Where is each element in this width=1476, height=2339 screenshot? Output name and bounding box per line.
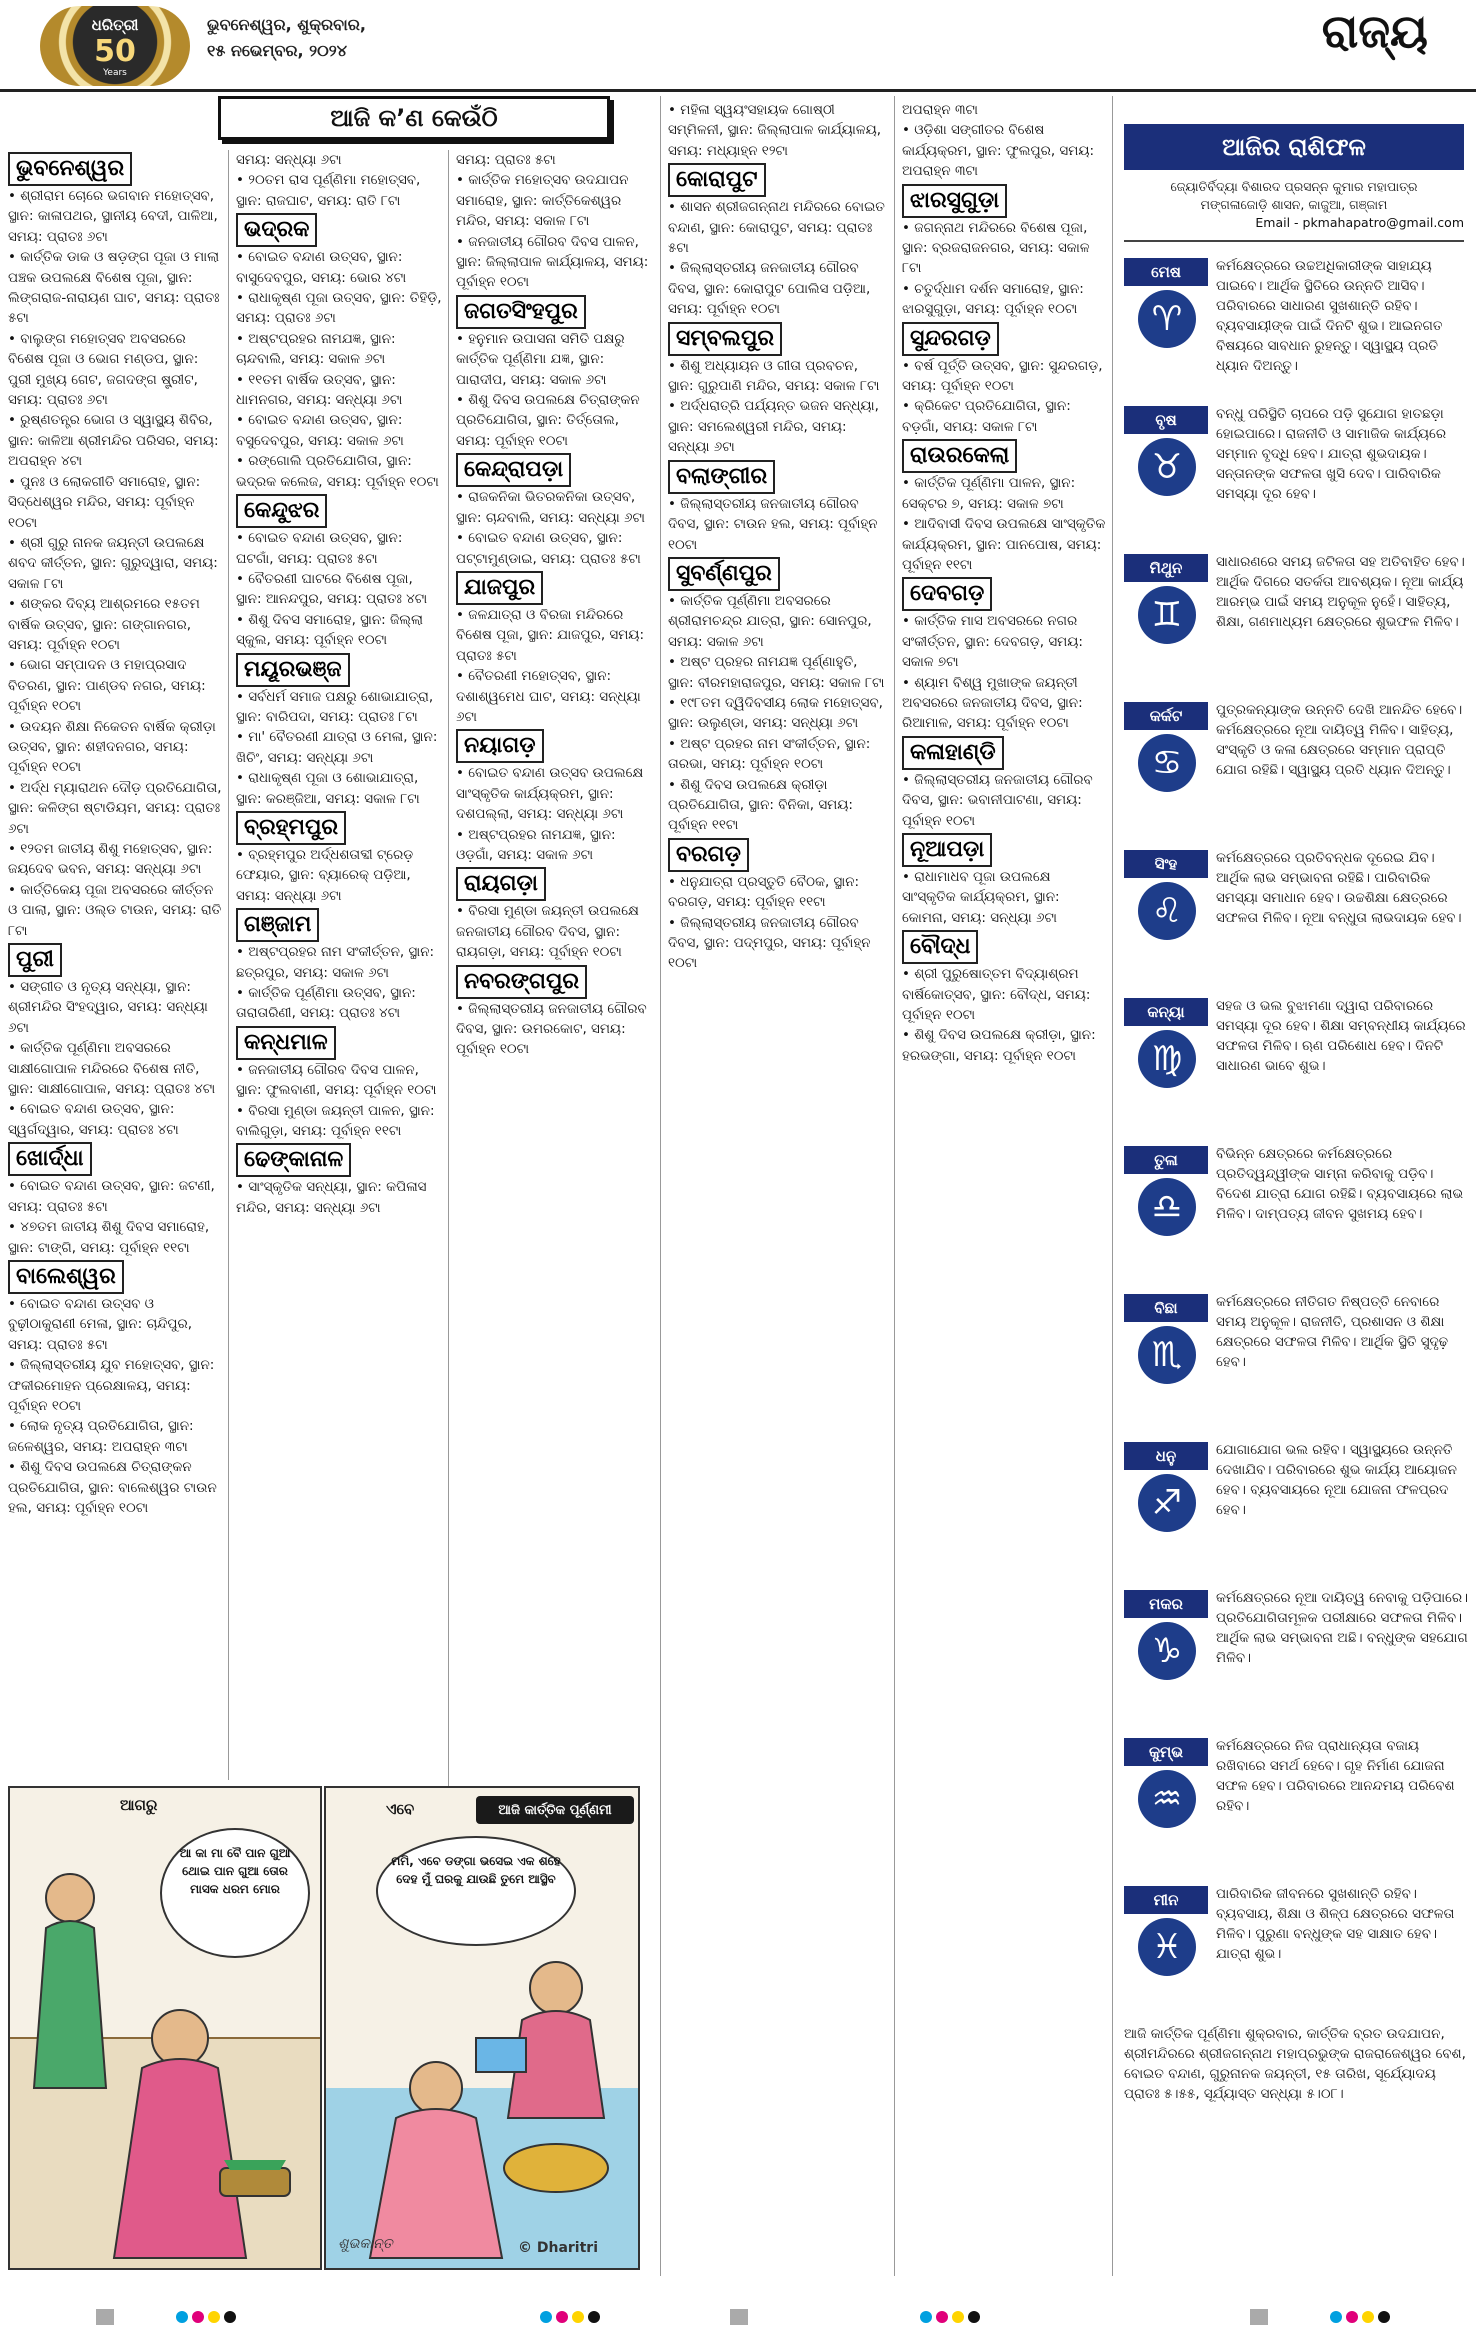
event-listing: • ରଙ୍ଗୋଲି ପ୍ରତିଯୋଗିତା, ସ୍ଥାନ: ଭଦ୍ରକ କଲେଜ, ସମୟ: ପୂର୍ବାହ୍ନ ୧୦ଟା (236, 453, 439, 490)
horoscope-sign (1124, 844, 1470, 988)
zodiac-icon: ♎ (1138, 1178, 1196, 1236)
horoscope-sign (1124, 1288, 1470, 1432)
event-listing: • ଆଦିବାସୀ ଦିବସ ଉପଲକ୍ଷେ ସାଂସ୍କୃତିକ କାର୍ଯ୍ୟକ୍ରମ, ସ୍ଥାନ: ପାନପୋଷ, ସମୟ: ପୂର୍ବାହ୍ନ ୧୧ଟା (902, 516, 1106, 573)
color-registration-dot (556, 2311, 568, 2323)
speech-bubble: ମମି, ଏବେ ଡଙ୍ଗା ଭସେଇ ଏକ ଶହେ ଦେହ ମୁଁ ଘରକୁ ଯାଉଛି ତୁମେ ଆସ୍ଥିବ (376, 1836, 576, 1946)
horoscope-credit (1118, 178, 1470, 232)
event-listing: • ହନୁମାନ ଉପାସନା ସମିତି ପକ୍ଷରୁ କାର୍ତ୍ତିକ ପୂର୍ଣ୍ଣିମା ଯଜ୍ଞ, ସ୍ଥାନ: ପାରାଦୀପ, ସମୟ: ସକାଳ ୬ଟା (456, 330, 625, 388)
event-listing: • ଶିଶୁ ଦିବସ ସମାରୋହ, ସ୍ଥାନ: ଜିଲ୍ଲା ସ୍କୁଲ, ସମୟ: ପୂର୍ବାହ୍ନ ୧୦ଟା (236, 611, 424, 649)
zodiac-icon: ♊ (1138, 586, 1196, 644)
sign-name: ମିଥୁନ (1124, 554, 1208, 582)
copyright-mark: © Dharitri (517, 2240, 598, 2256)
district-heading: ପୁରୀ (8, 943, 62, 977)
horoscope-sign (1124, 1732, 1470, 1876)
event-listing: • ବୋଇତ ବନ୍ଦାଣ ଉତ୍ସବ, ସ୍ଥାନ: ବସୁଦେବପୁର, ସମୟ: ସକାଳ ୬ଟା (236, 412, 404, 449)
horoscope-sign (1124, 696, 1470, 840)
event-listing: • ଧନୁଯାତ୍ରା ପ୍ରସ୍ତୁତି ବୈଠକ, ସ୍ଥାନ: ବରଗଡ଼, ସମୟ: ପୂର୍ବାହ୍ନ ୧୧ଟା (668, 873, 860, 911)
sign-prediction: କର୍ମକ୍ଷେତ୍ରରେ ନିଜ ପ୍ରାଧାନ୍ୟତା ବଜାୟ ରଖିବାରେ ସମର୍ଥ ହେବେ। ଗୃହ ନିର୍ମାଣ ଯୋଜନା ସଫଳ ହେବ। ପରିବାରରେ ଆନନ୍ଦମୟ ପରିବେଶ ରହିବ। (1216, 1738, 1455, 1814)
color-registration-dot (176, 2311, 188, 2323)
event-listing: • ଶିଶୁ ଦିବସ ଉପଲକ୍ଷେ ଚିତ୍ରାଙ୍କନ ପ୍ରତିଯୋଗିତା, ସ୍ଥାନ: ବାଲେଶ୍ୱର ଟାଉନ ହଲ, ସମୟ: ପୂର୍ବାହ୍ନ ୧୦ଟା (8, 1459, 217, 1516)
listings-column-2 (236, 150, 442, 1780)
event-listing: • ୧୧ତମ ବାର୍ଷିକ ଉତ୍ସବ, ସ୍ଥାନ: ଧାମନଗର, ସମୟ: ସନ୍ଧ୍ୟା ୬ଟା (236, 371, 403, 409)
event-listing: • କାର୍ତ୍ତିକେୟ ପୂଜା ଅବସରରେ କୀର୍ତ୍ତନ ଓ ପାଲା, ସ୍ଥାନ: ଓଲ୍ଡ ଟାଉନ, ସମୟ: ରାତି ୮ଟା (8, 881, 222, 939)
logo-number: 50 (94, 34, 136, 69)
sign-name: କୁମ୍ଭ (1124, 1738, 1208, 1766)
district-heading: ବରଗଡ଼ (668, 838, 749, 872)
color-registration-dot (952, 2311, 964, 2323)
cartoonist-signature: ଶୁଭକାନ୍ତ (338, 2236, 393, 2252)
district-heading: କେନ୍ଦ୍ରାପଡ଼ା (456, 453, 571, 487)
event-listing: • ବର୍ଷ ପୂର୍ତ୍ତି ଉତ୍ସବ, ସ୍ଥାନ: ସୁନ୍ଦରଗଡ଼, ସମୟ: ପୂର୍ବାହ୍ନ ୧୦ଟା (902, 357, 1103, 395)
event-listing: • ଅଷ୍ଟପ୍ରହର ନାମଯଜ୍ଞ, ସ୍ଥାନ: ଚାନ୍ଦବାଲି, ସମୟ: ସକାଳ ୬ଟା (236, 330, 396, 368)
district-heading: ସୁବର୍ଣ୍ଣପୁର (668, 557, 780, 591)
sign-prediction: କର୍ମକ୍ଷେତ୍ରରେ ନୂଆ ଦାୟିତ୍ୱ ନେବାକୁ ପଡ଼ିପାରେ। ପ୍ରତିଯୋଗିତାମୂଳକ ପରୀକ୍ଷାରେ ସଫଳତା ମିଳିବ। ଆର୍ଥିକ ଲାଭ ସମ୍ଭାବନା ଅଛି। ବନ୍ଧୁଙ୍କ ସହଯୋଗ ମିଳିବ। (1216, 1590, 1469, 1666)
event-listing: • ଶିଶୁ ଅଧ୍ୟାୟନ ଓ ଗୀତା ପ୍ରବଚନ, ସ୍ଥାନ: ଗୁରୁପାଣି ମନ୍ଦିର, ସମୟ: ସକାଳ ୮ଟା (668, 357, 880, 395)
astrologer-email: Email - pkmahapatro@gmail.com (1255, 215, 1464, 230)
district-heading: ଢେଙ୍କାନାଳ (236, 1143, 351, 1177)
cartoon-panel-before (8, 1786, 322, 2270)
district-heading: ବାଲେଶ୍ୱର (8, 1260, 124, 1294)
horoscope-sign (1124, 992, 1470, 1136)
event-listing: • ବୋଇତ ବନ୍ଦାଣ ଉତ୍ସବ ଉପଲକ୍ଷେ ସାଂସ୍କୃତିକ କାର୍ଯ୍ୟକ୍ରମ, ସ୍ଥାନ: ଦଶପଲ୍ଲା, ସମୟ: ସନ୍ଧ୍ୟା ୬ଟା (456, 765, 644, 823)
district-heading: ସମ୍ବଲପୁର (668, 322, 782, 356)
zodiac-icon: ♈ (1138, 290, 1196, 348)
event-listing: • ଶିଶୁ ଦିବସ ଉପଲକ୍ଷେ ଚିତ୍ରାଙ୍କନ ପ୍ରତିଯୋଗିତା, ସ୍ଥାନ: ତିର୍ତ୍ତୋଲ, ସମୟ: ପୂର୍ବାହ୍ନ ୧୦ଟା (456, 392, 640, 449)
listings-column-5 (902, 100, 1108, 2280)
registration-block (96, 2309, 114, 2325)
event-listing: • ରୁଷ୍ଣତନ୍ତ୍ର ଭୋଗ ଓ ସ୍ୱାସ୍ଥ୍ୟ ଶିବିର, ସ୍ଥାନ: କାଳିଆ ଶ୍ରୀମନ୍ଦିର ପରିସର, ସମୟ: ଅପରାହ୍ନ ୪ଟା (8, 412, 219, 470)
event-listing: • ଶ୍ୟାମ ବିଶ୍ୱ ମୁଖାଙ୍କ ଜୟନ୍ତୀ ଅବସରରେ ଜନଜାତୀୟ ଦିବସ, ସ୍ଥାନ: ରିଆମାଳ, ସମୟ: ପୂର୍ବାହ୍ନ ୧୦ଟା (902, 674, 1083, 732)
cartoon-tag: ଆଜି କାର୍ତ୍ତିକ ପୂର୍ଣ୍ଣମୀ (476, 1796, 634, 1824)
sign-prediction: ସହଜ ଓ ଭଲ ବୁଝାମଣା ଦ୍ୱାରା ପରିବାରରେ ସମସ୍ୟା ଦୂର ହେବ। ଶିକ୍ଷା ସମ୍ବନ୍ଧୀୟ କାର୍ଯ୍ୟରେ ସଫଳତା ମିଳିବ। ଋଣ ପରିଶୋଧ ହେବ। ଦିନଟି ସାଧାରଣ ଭାବେ ଶୁଭ। (1216, 998, 1466, 1074)
event-listing: • ରାଧାମାଧବ ପୂଜା ଉପଲକ୍ଷେ ସାଂସ୍କୃତିକ କାର୍ଯ୍ୟକ୍ରମ, ସ୍ଥାନ: କୋମନା, ସମୟ: ସନ୍ଧ୍ୟା ୬ଟା (902, 868, 1060, 926)
color-registration-dot (192, 2311, 204, 2323)
sign-prediction: କର୍ମକ୍ଷେତ୍ରରେ ଉଚ୍ଚଅଧିକାରୀଙ୍କ ସାହାଯ୍ୟ ପାଇବେ। ଆର୍ଥିକ ସ୍ଥିତିରେ ଉନ୍ନତି ଆସିବ। ପରିବାରରେ ସାଧାରଣ ସୁଖଶାନ୍ତି ରହିବ। ବ୍ୟବସାୟୀଙ୍କ ପାଇଁ ଦିନଟି ଶୁଭ। ଆଇନଗତ ବିଷୟରେ ସାବଧାନ ରୁହନ୍ତୁ। ସ୍ୱାସ୍ଥ୍ୟ ପ୍ରତି ଧ୍ୟାନ ଦିଅନ୍ତୁ। (1216, 258, 1443, 374)
event-listing: • ବୈତରଣୀ ଘାଟରେ ବିଶେଷ ପୂଜା, ସ୍ଥାନ: ଆନନ୍ଦପୁର, ସମୟ: ପ୍ରାତଃ ୪ଟା (236, 570, 428, 608)
horoscope-sign (1124, 1584, 1470, 1728)
event-listing: • କାର୍ତ୍ତିକ ପୂର୍ଣ୍ଣିମା ଉତ୍ସବ, ସ୍ଥାନ: ତାରାତାରିଣୀ, ସମୟ: ପ୍ରାତଃ ୪ଟା (236, 985, 416, 1022)
listings-column-4 (668, 100, 886, 2280)
zodiac-icon: ♒ (1138, 1770, 1196, 1828)
horoscope-divider (1124, 240, 1464, 242)
zodiac-icon: ♓ (1138, 1918, 1196, 1976)
event-listing: • ସର୍ବଧର୍ମ ସମାଜ ପକ୍ଷରୁ ଶୋଭାଯାତ୍ରା, ସ୍ଥାନ: ବାରିପଦା, ସମୟ: ପ୍ରାତଃ ୮ଟା (236, 688, 434, 725)
zodiac-icon: ♏ (1138, 1326, 1196, 1384)
event-listing: • ଅଷ୍ଟ ପ୍ରହର ନାମ ସଂକୀର୍ତ୍ତନ, ସ୍ଥାନ: ତାରଭା, ସମୟ: ପୂର୍ବାହ୍ନ ୧୦ଟା (668, 735, 871, 773)
horoscope-sign (1124, 252, 1470, 396)
sign-prediction: ପୁତ୍ରକନ୍ୟାଙ୍କ ଉନ୍ନତି ଦେଖି ଆନନ୍ଦିତ ହେବେ। କର୍ମକ୍ଷେତ୍ରରେ ନୂଆ ଦାୟିତ୍ୱ ମିଳିବ। ସାହିତ୍ୟ, ସଂସ୍କୃତି ଓ କଳା କ୍ଷେତ୍ରରେ ସମ୍ମାନ ପ୍ରାପ୍ତି ଯୋଗ ରହିଛି। ସ୍ୱାସ୍ଥ୍ୟ ପ୍ରତି ଧ୍ୟାନ ଦିଅନ୍ତୁ। (1216, 702, 1463, 778)
cartoon-illustration-before (10, 1788, 322, 2270)
event-listing: • ଜଳଯାତ୍ରା ଓ ବିରଜା ମନ୍ଦିରରେ ବିଶେଷ ପୂଜା, ସ୍ଥାନ: ଯାଜପୁର, ସମୟ: ପ୍ରାତଃ ୫ଟା (456, 606, 644, 664)
event-listing: • ବୋଇତ ବନ୍ଦାଣ ଉତ୍ସବ, ସ୍ଥାନ: ଜଟଣୀ, ସମୟ: ପ୍ରାତଃ ୫ଟା (8, 1178, 215, 1215)
sign-prediction: ସାଧାରଣରେ ସମୟ ଜଟିଳତା ସହ ଅତିବାହିତ ହେବ। ଆର୍ଥିକ ଦିଗରେ ସତର୍କତା ଆବଶ୍ୟକ। ନୂଆ କାର୍ଯ୍ୟ ଆରମ୍ଭ ପାଇଁ ସମୟ ଅନୁକୂଳ ନୁହେଁ। ସାହିତ୍ୟ, ଶିକ୍ଷା, ଗଣମାଧ୍ୟମ କ୍ଷେତ୍ରରେ ଶୁଭଫଳ ମିଳିବ। (1216, 554, 1465, 630)
newspaper-logo (40, 6, 190, 86)
sign-name: ତୁଳା (1124, 1146, 1208, 1174)
event-listing: • ଭୋଗ ସମ୍ପାଦନ ଓ ମହାପ୍ରସାଦ ବିତରଣ, ସ୍ଥାନ: ପାଣ୍ଡବ ନଗର, ସମୟ: ପୂର୍ବାହ୍ନ ୧୦ଟା (8, 657, 206, 715)
sign-name: ବୃଷ (1124, 406, 1208, 434)
registration-block (1250, 2309, 1268, 2325)
sign-prediction: ଯୋଗାଯୋଗ ଭଲ ରହିବ। ସ୍ୱାସ୍ଥ୍ୟରେ ଉନ୍ନତି ଦେଖାଯିବ। ପରିବାରରେ ଶୁଭ କାର୍ଯ୍ୟ ଆୟୋଜନ ହେବ। ବ୍ୟବସାୟରେ ନୂଆ ଯୋଜନା ଫଳପ୍ରଦ ହେବ। (1216, 1442, 1457, 1518)
event-listing: • ସାଂସ୍କୃତିକ ସନ୍ଧ୍ୟା, ସ୍ଥାନ: କପିଳାସ ମନ୍ଦିର, ସମୟ: ସନ୍ଧ୍ୟା ୬ଟା (236, 1179, 427, 1216)
event-listing: • ପୁନଃ ଓ ଲୋକଗୀତି ସମାରୋହ, ସ୍ଥାନ: ସିଦ୍ଧେଶ୍ୱର ମନ୍ଦିର, ସମୟ: ପୂର୍ବାହ୍ନ ୧୦ଟା (8, 473, 201, 531)
color-registration-dot (936, 2311, 948, 2323)
district-heading: କୋରାପୁଟ (668, 163, 766, 197)
event-listing: • ଜିଲ୍ଲାସ୍ତରୀୟ ଯୁବ ମହୋତ୍ସବ, ସ୍ଥାନ: ଫକୀରମୋହନ ପ୍ରେକ୍ଷାଳୟ, ସମୟ: ପୂର୍ବାହ୍ନ ୧୦ଟା (8, 1357, 215, 1414)
cartoon-illustration-now (326, 1788, 640, 2270)
registration-block (730, 2309, 748, 2325)
event-listing: • ମହିଳା ସ୍ୱୟଂସହାୟକ ଗୋଷ୍ଠୀ ସମ୍ମିଳନୀ, ସ୍ଥାନ: ଜିଲ୍ଲାପାଳ କାର୍ଯ୍ୟାଳୟ, ସମୟ: ମଧ୍ୟାହ୍ନ ୧୨ଟା (668, 102, 882, 159)
district-heading: ମୟୂରଭଞ୍ଜ (236, 653, 350, 687)
event-listing: • ଜିଲ୍ଲାସ୍ତରୀୟ ଜନଜାତୀୟ ଗୌରବ ଦିବସ, ସ୍ଥାନ: ଭବାନୀପାଟଣା, ସମୟ: ପୂର୍ବାହ୍ନ ୧୦ଟା (902, 771, 1093, 829)
event-listing: • ଜଗନ୍ନାଥ ମନ୍ଦିରରେ ବିଶେଷ ପୂଜା, ସ୍ଥାନ: ବ୍ରଜରାଜନଗର, ସମୟ: ସକାଳ ୮ଟା (902, 219, 1090, 277)
event-listing: • କ୍ରିକେଟ ପ୍ରତିଯୋଗିତା, ସ୍ଥାନ: ବଡ଼ଗାଁ, ସମୟ: ସକାଳ ୮ଟା (902, 398, 1071, 435)
event-listing: • ଜିଲ୍ଲାସ୍ତରୀୟ ଜନଜାତୀୟ ଗୌରବ ଦିବସ, ସ୍ଥାନ: ଟାଉନ ହଲ, ସମୟ: ପୂର୍ବାହ୍ନ ୧୦ଟା (668, 495, 878, 553)
event-listing: • ଅଷ୍ଟପ୍ରହର ନାମ ସଂକୀର୍ତ୍ତନ, ସ୍ଥାନ: ଛତ୍ରପୁର, ସମୟ: ସକାଳ ୬ଟା (236, 944, 435, 981)
event-listing: • ଓଡ଼ିଶା ସଙ୍ଗୀତର ବିଶେଷ କାର୍ଯ୍ୟକ୍ରମ, ସ୍ଥାନ: ଫୁଲପୁର, ସମୟ: ଅପରାହ୍ନ ୩ଟା (902, 122, 1095, 180)
masthead (0, 0, 1476, 92)
cartoon-caption-now: ଏବେ (386, 1800, 415, 1818)
event-listing: • ୪୭ତମ ଜାତୀୟ ଶିଶୁ ଦିବସ ସମାରୋହ, ସ୍ଥାନ: ଟାଙ୍ଗି, ସମୟ: ପୂର୍ବାହ୍ନ ୧୧ଟା (8, 1219, 210, 1256)
event-listing: • ବୋଇତ ବନ୍ଦାଣ ଉତ୍ସବ, ସ୍ଥାନ: ପଟ୍ଟାମୁଣ୍ଡାଇ, ସମୟ: ପ୍ରାତଃ ୫ଟା (456, 530, 641, 567)
district-heading: କେନ୍ଦୁଝର (236, 494, 327, 528)
sign-name: କର୍କଟ (1124, 702, 1208, 730)
listings-column-1 (8, 150, 222, 1780)
horoscope-sign (1124, 548, 1470, 692)
sign-prediction: ପାରିବାରିକ ଜୀବନରେ ସୁଖଶାନ୍ତି ରହିବ। ବ୍ୟବସାୟ, ଶିକ୍ଷା ଓ ଶିଳ୍ପ କ୍ଷେତ୍ରରେ ସଫଳତା ମିଳିବ। ପୁରୁଣା ବନ୍ଧୁଙ୍କ ସହ ସାକ୍ଷାତ ହେବ। ଯାତ୍ରା ଶୁଭ। (1216, 1886, 1455, 1962)
event-listing: • ବିରସା ମୁଣ୍ଡା ଜୟନ୍ତୀ ଉପଲକ୍ଷେ ଜନଜାତୀୟ ଗୌରବ ଦିବସ, ସ୍ଥାନ: ରାୟଗଡ଼ା, ସମୟ: ପୂର୍ବାହ୍ନ ୧୦ଟା (456, 903, 639, 961)
event-listing: • ସଙ୍ଗୀତ ଓ ନୃତ୍ୟ ସନ୍ଧ୍ୟା, ସ୍ଥାନ: ଶ୍ରୀମନ୍ଦିର ସିଂହଦ୍ୱାର, ସମୟ: ସନ୍ଧ୍ୟା ୬ଟା (8, 979, 208, 1036)
district-heading: ରାଉରକେଲା (902, 439, 1017, 473)
zodiac-icon: ♑ (1138, 1622, 1196, 1680)
district-heading: ଝାରସୁଗୁଡ଼ା (902, 184, 1007, 218)
event-listing: • ଅଷ୍ଟପ୍ରହର ନାମଯଜ୍ଞ, ସ୍ଥାନ: ଓଡ଼ଗାଁ, ସମୟ: ସକାଳ ୬ଟା (456, 826, 616, 863)
column-divider (1112, 96, 1113, 2276)
astrologer-name: ଜ୍ୟୋତିର୍ବିଦ୍ୟା ବିଶାରଦ ପ୍ରସନ୍ନ କୁମାର ମହାପାତ୍ର (1170, 179, 1418, 194)
event-listing: • ମା' ବୈତରଣୀ ଯାତ୍ରା ଓ ମେଳା, ସ୍ଥାନ: ଖିଚିଂ, ସମୟ: ସନ୍ଧ୍ୟା ୬ଟା (236, 729, 438, 766)
color-registration-dot (588, 2311, 600, 2323)
event-listing: • ବୋଇତ ବନ୍ଦାଣ ଉତ୍ସବ, ସ୍ଥାନ: ବାସୁଦେବପୁର, ସମୟ: ଭୋର ୪ଟା (236, 249, 407, 286)
panchang-note: ଆଜି କାର୍ତ୍ତିକ ପୂର୍ଣ୍ଣିମା ଶୁକ୍ରବାର, କାର୍ତ୍ତିକ ବ୍ରତ ଉଦଯାପନ, ଶ୍ରୀମନ୍ଦିରରେ ଶ୍ରୀଜଗନ୍ନାଥ ମହାପ୍ରଭୁଙ୍କ ରାଜରାଜେଶ୍ୱର ବେଶ, ବୋଇତ ବନ୍ଦାଣ, ଗୁରୁନାନକ ଜୟନ୍ତୀ, ୧୫ ତାରିଖ, ସୂର୍ଯ୍ୟୋଦୟ ପ୍ରାତଃ ୫।୫୫, ସୂର୍ଯ୍ୟାସ୍ତ ସନ୍ଧ୍ୟା ୫।୦୮। (1124, 2026, 1466, 2102)
color-registration-dot (224, 2311, 236, 2323)
sign-prediction: ବନ୍ଧୁ ପରିସ୍ଥିତି ଚାପରେ ପଡ଼ି ସୁଯୋଗ ହାତଛଡ଼ା ହୋଇପାରେ। ରାଜନୀତି ଓ ସାମାଜିକ କାର୍ଯ୍ୟରେ ସମ୍ମାନ ବୃଦ୍ଧି ହେବ। ଯାତ୍ରା ଶୁଭଦାୟକ। ସନ୍ତାନଙ୍କ ସଫଳତା ଖୁସି ଦେବ। ପାରିବାରିକ ସମସ୍ୟା ଦୂର ହେବ। (1216, 406, 1447, 502)
district-heading: ଜଗତସିଂହପୁର (456, 295, 586, 329)
event-listing: • ବାଲୁଙ୍ଗ ମହୋତ୍ସବ ଅବସରରେ ବିଶେଷ ପୂଜା ଓ ଭୋଗ ମଣ୍ଡପ, ସ୍ଥାନ: ପୁରୀ ମୁଖ୍ୟ ଗେଟ, ଜଗଦଙ୍ଗ ଷ୍ଟ୍ରୀଟ, ସମୟ: ପ୍ରାତଃ ୬ଟା (8, 330, 199, 409)
dateline-date: ୧୫ ନଭେମ୍ବର, ୨୦୨୪ (207, 41, 347, 60)
cartoon-panel-now (324, 1786, 640, 2270)
sign-name: ମକର (1124, 1590, 1208, 1618)
horoscope-sign (1124, 1436, 1470, 1580)
event-listing: • ଶିଶୁ ଦିବସ ଉପଲକ୍ଷେ କ୍ରୀଡ଼ା, ସ୍ଥାନ: ହରଭଙ୍ଗା, ସମୟ: ପୂର୍ବାହ୍ନ ୧୦ଟା (902, 1027, 1096, 1064)
event-listing: • ୧୯୮ତମ ଦ୍ୱିଦିବସୀୟ ଲୋକ ମହୋତ୍ସବ, ସ୍ଥାନ: ଉଲୁଣ୍ଡା, ସମୟ: ସନ୍ଧ୍ୟା ୬ଟା (668, 694, 883, 732)
district-heading: ଯାଜପୁର (456, 571, 543, 605)
event-listing: • ଶ୍ରୀ ଗୁରୁ ନାନକ ଜୟନ୍ତୀ ଉପଲକ୍ଷେ ଶବଦ କୀର୍ତ୍ତନ, ସ୍ଥାନ: ଗୁରୁଦ୍ୱାରା, ସମୟ: ସକାଳ ୮ଟା (8, 534, 218, 592)
color-registration-dot (968, 2311, 980, 2323)
event-listing: • ଚତୁର୍ଦ୍ଧାମ ଦର୍ଶନ ସମାରୋହ, ସ୍ଥାନ: ଝାରସୁଗୁଡ଼ା, ସମୟ: ପୂର୍ବାହ୍ନ ୧୦ଟା (902, 280, 1084, 318)
listings-banner: ଆଜି କ’ଣ କେଉଁଠି (218, 96, 610, 140)
zodiac-icon: ♋ (1138, 734, 1196, 792)
event-listing: • ଅର୍ଦ୍ଧରାତ୍ରି ପର୍ଯ୍ୟନ୍ତ ଭଜନ ସନ୍ଧ୍ୟା, ସ୍ଥାନ: ସମଲେଶ୍ୱରୀ ମନ୍ଦିର, ସମୟ: ସନ୍ଧ୍ୟା ୬ଟା (668, 398, 879, 456)
color-registration-dot (920, 2311, 932, 2323)
district-heading: ନବରଙ୍ଗପୁର (456, 965, 587, 999)
zodiac-icon: ♌ (1138, 882, 1196, 940)
district-heading: ବୌଦ୍ଧ (902, 930, 978, 964)
event-listing: • ଜନଜାତୀୟ ଗୌରବ ଦିବସ ପାଳନ, ସ୍ଥାନ: ଜିଲ୍ଲାପାଳ କାର୍ଯ୍ୟାଳୟ, ସମୟ: ପୂର୍ବାହ୍ନ ୧୦ଟା (456, 233, 649, 291)
speech-bubble: ଆ କା ମା ବୈ ପାନ ଗୁଆ ଥୋଇ ପାନ ଗୁଆ ତୋର ମାସକ ଧରମ ମୋର (160, 1828, 310, 1958)
event-listing: ସମୟ: ପ୍ରାତଃ ୫ଟା (456, 152, 556, 168)
event-listing: • ବିରସା ମୁଣ୍ଡା ଜୟନ୍ତୀ ପାଳନ, ସ୍ଥାନ: ବାଲିଗୁଡ଼ା, ସମୟ: ପୂର୍ବାହ୍ନ ୧୧ଟା (236, 1102, 435, 1140)
district-heading: ଗଞ୍ଜାମ (236, 908, 319, 942)
event-listing: • ବୋଇତ ବନ୍ଦାଣ ଉତ୍ସବ, ସ୍ଥାନ: ଘଟଗାଁ, ସମୟ: ପ୍ରାତଃ ୫ଟା (236, 530, 403, 567)
sign-prediction: କର୍ମକ୍ଷେତ୍ରରେ ନୀତିଗତ ନିଷ୍ପତ୍ତି ନେବାରେ ସମୟ ଅନୁକୂଳ। ରାଜନୀତି, ପ୍ରଶାସନ ଓ ଶିକ୍ଷା କ୍ଷେତ୍ରରେ ସଫଳତା ମିଳିବ। ଆର୍ଥିକ ସ୍ଥିତି ସୁଦୃଢ଼ ହେବ। (1216, 1294, 1449, 1370)
event-listing: • ବୋଇତ ବନ୍ଦାଣ ଉତ୍ସବ ଓ ବୁଢ଼ୀଠାକୁରାଣୀ ମେଳା, ସ୍ଥାନ: ଚାନ୍ଦିପୁର, ସମୟ: ପ୍ରାତଃ ୫ଟା (8, 1295, 193, 1353)
event-listing: • କାର୍ତ୍ତିକ ପୂର୍ଣ୍ଣିମା ଅବସରରେ ଶ୍ରୀରାମଚନ୍ଦ୍ର ଯାତ୍ରା, ସ୍ଥାନ: ସୋନପୁର, ସମୟ: ସକାଳ ୬ଟା (668, 592, 872, 650)
event-listing: • ଜିଲ୍ଲାସ୍ତରୀୟ ଜନଜାତୀୟ ଗୌରବ ଦିବସ, ସ୍ଥାନ: କୋରାପୁଟ ପୋଲିସ ପଡ଼ିଆ, ସମୟ: ପୂର୍ବାହ୍ନ ୧୦ଟା (668, 260, 871, 318)
district-heading: ଭଦ୍ରକ (236, 213, 317, 247)
district-heading: ସୁନ୍ଦରଗଡ଼ (902, 322, 999, 356)
event-listing: ସମୟ: ସନ୍ଧ୍ୟା ୬ଟା (236, 152, 342, 168)
section-title: ରାଜ୍ୟ (1321, 4, 1428, 58)
zodiac-icon: ♐ (1138, 1474, 1196, 1532)
district-heading: ବଲାଙ୍ଗୀର (668, 460, 775, 494)
color-registration-dot (1362, 2311, 1374, 2323)
sign-name: ମୀନ (1124, 1886, 1208, 1914)
horoscope-sign (1124, 1880, 1470, 2024)
event-listing: • କାର୍ତ୍ତିକ ମାସ ଅବସରରେ ନଗର ସଂକୀର୍ତ୍ତନ, ସ୍ଥାନ: ଦେବଗଡ଼, ସମୟ: ସକାଳ ୭ଟା (902, 613, 1083, 671)
sign-prediction: କର୍ମକ୍ଷେତ୍ରରେ ପ୍ରତିବନ୍ଧକ ଦୂରେଇ ଯିବ। ଆର୍ଥିକ ଲାଭ ସମ୍ଭାବନା ରହିଛି। ପାରିବାରିକ ସମସ୍ୟା ସମାଧାନ ହେବ। ଉଚ୍ଚଶିକ୍ଷା କ୍ଷେତ୍ରରେ ସଫଳତା ମିଳିବ। ନୂଆ ବନ୍ଧୁତା ଲାଭଦାୟକ ହେବ। (1216, 850, 1462, 926)
event-listing: • ରାଜକନିକା ଭିତରକନିକା ଉତ୍ସବ, ସ୍ଥାନ: ଚାନ୍ଦବାଲି, ସମୟ: ସନ୍ଧ୍ୟା ୬ଟା (456, 489, 645, 526)
event-listing: • ଅର୍ଦ୍ଧ ମ୍ୟାରାଥନ ଦୌଡ଼ ପ୍ରତିଯୋଗିତା, ସ୍ଥାନ: କଳିଙ୍ଗ ଷ୍ଟାଡିୟମ, ସମୟ: ପ୍ରାତଃ ୬ଟା (8, 779, 222, 837)
event-listing: • ଅଷ୍ଟ ପ୍ରହର ନାମଯଜ୍ଞ ପୂର୍ଣ୍ଣାହୁତି, ସ୍ଥାନ: ବୀରମହାରାଜପୁର, ସମୟ: ସକାଳ ୮ଟା (668, 654, 885, 691)
event-listing: • ଜିଲ୍ଲାସ୍ତରୀୟ ଜନଜାତୀୟ ଗୌରବ ଦିବସ, ସ୍ଥାନ: ଉମରକୋଟ, ସମୟ: ପୂର୍ବାହ୍ନ ୧୦ଟା (456, 1000, 647, 1058)
event-listing: • ବୈତରଣୀ ମହୋତ୍ସବ, ସ୍ଥାନ: ଦଶାଶ୍ୱମେଧ ଘାଟ, ସମୟ: ସନ୍ଧ୍ୟା ୬ଟା (456, 668, 641, 725)
district-heading: ଦେବଗଡ଼ (902, 577, 992, 611)
column-divider (660, 96, 661, 2276)
column-divider (894, 96, 895, 2276)
district-heading: ବ୍ରହ୍ମପୁର (236, 811, 346, 845)
event-listing: • ୧୨ତମ ଜାତୀୟ ଶିଶୁ ମହୋତ୍ସବ, ସ୍ଥାନ: ଜୟଦେବ ଭବନ, ସମୟ: ସନ୍ଧ୍ୟା ୬ଟା (8, 841, 213, 878)
event-listing: • ଜନଜାତୀୟ ଗୌରବ ଦିବସ ପାଳନ, ସ୍ଥାନ: ଫୁଲବାଣୀ, ସମୟ: ପୂର୍ବାହ୍ନ ୧୦ଟା (236, 1061, 437, 1099)
sign-name: ଧନୁ (1124, 1442, 1208, 1470)
event-listing: • କାର୍ତ୍ତିକ ପୂର୍ଣ୍ଣିମା ପାଳନ, ସ୍ଥାନ: ସେକ୍ଟର ୭, ସମୟ: ସକାଳ ୭ଟା (902, 475, 1076, 512)
district-heading: ନୟାଗଡ଼ (456, 729, 544, 763)
sign-name: କନ୍ୟା (1124, 998, 1208, 1026)
event-listing: • ଶ୍ରୀରାମ ଚୋରେ ଭଗବାନ ମହୋତ୍ସବ, ସ୍ଥାନ: କାଳାପଥର, ସ୍ଥାନୀୟ ବେଦୀ, ପାଳିଆ, ସମୟ: ପ୍ରାତଃ ୬ଟା (8, 188, 218, 245)
color-registration-dot (1378, 2311, 1390, 2323)
astrologer-address: ମଙ୍ଗଳାଜୋଡ଼ି ଶାସନ, କାଜୁଆ, ଗଞ୍ଜାମ (1200, 197, 1388, 212)
event-listing: • ୨୦ତମ ରାସ ପୂର୍ଣ୍ଣିମା ମହୋତ୍ସବ, ସ୍ଥାନ: ରାଜଘାଟ, ସମୟ: ରାତି ୮ଟା (236, 172, 421, 209)
horoscope-panel (1118, 112, 1470, 2282)
event-listing: • କାର୍ତ୍ତିକ ଡାକ ଓ ଷଡ଼ଙ୍ଗ ପୂଜା ଓ ମାଲା ପଞ୍ଚକ ଉପଲକ୍ଷେ ବିଶେଷ ପୂଜା, ସ୍ଥାନ: ଲିଙ୍ଗରାଜ-ନାରାୟଣ ଘାଟ, ସମୟ: ପ୍ରାତଃ ୫ଟା (8, 249, 220, 327)
event-listing: ଅପରାହ୍ନ ୩ଟା (902, 102, 978, 118)
column-divider (228, 150, 229, 1780)
event-listing: • ଶିଶୁ ଦିବସ ଉପଲକ୍ଷେ କ୍ରୀଡ଼ା ପ୍ରତିଯୋଗିତା, ସ୍ଥାନ: ବିନିକା, ସମୟ: ପୂର୍ବାହ୍ନ ୧୧ଟା (668, 776, 853, 834)
event-listing: • ଉଦୟନ ଶିକ୍ଷା ନିକେତନ ବାର୍ଷିକ କ୍ରୀଡ଼ା ଉତ୍ସବ, ସ୍ଥାନ: ଶହୀଦନଗର, ସମୟ: ପୂର୍ବାହ୍ନ ୧୦ଟା (8, 718, 216, 776)
color-registration-dot (208, 2311, 220, 2323)
dateline (207, 12, 366, 64)
district-heading: କଳାହାଣ୍ଡି (902, 736, 1004, 770)
logo-subtitle: Years (103, 68, 127, 78)
event-listing: • କାର୍ତ୍ତିକ ମହୋତ୍ସବ ଉଦଯାପନ ସମାରୋହ, ସ୍ଥାନ: କାର୍ତ୍ତିକେଶ୍ୱର ମନ୍ଦିର, ସମୟ: ସକାଳ ୮ଟା (456, 172, 629, 230)
horoscope-sign (1124, 400, 1470, 544)
color-registration-dot (1330, 2311, 1342, 2323)
zodiac-icon: ♍ (1138, 1030, 1196, 1088)
logo-name: ଧରିତ୍ରୀ (91, 16, 139, 34)
zodiac-icon: ♉ (1138, 438, 1196, 496)
event-listing: • ଶାସନ ଶ୍ରୀଜଗନ୍ନାଥ ମନ୍ଦିରରେ ବୋଇତ ବନ୍ଦାଣ, ସ୍ଥାନ: କୋରାପୁଟ, ସମୟ: ପ୍ରାତଃ ୫ଟା (668, 199, 885, 257)
event-listing: • ବୋଇତ ବନ୍ଦାଣ ଉତ୍ସବ, ସ୍ଥାନ: ସ୍ୱର୍ଗଦ୍ୱାର, ସମୟ: ପ୍ରାତଃ ୪ଟା (8, 1101, 179, 1138)
color-registration-dot (540, 2311, 552, 2323)
sign-name: ମେଷ (1124, 258, 1208, 286)
print-registration-marks (0, 2291, 1476, 2339)
horoscope-sign (1124, 1140, 1470, 1284)
event-listing: • ବ୍ରହ୍ମପୁର ଅର୍ଦ୍ଧଶତାବ୍ଦୀ ଟ୍ରେଡ଼ ଫେୟାର, ସ୍ଥାନ: ବ୍ୟାରେକ୍ ପଡ଼ିଆ, ସମୟ: ସନ୍ଧ୍ୟା ୬ଟା (236, 846, 414, 904)
event-listing: • ଲୋକ ନୃତ୍ୟ ପ୍ରତିଯୋଗିତା, ସ୍ଥାନ: ଜଳେଶ୍ୱର, ସମୟ: ଅପରାହ୍ନ ୩ଟା (8, 1418, 194, 1455)
event-listing: • ଶ୍ରୀ ପୁରୁଷୋତ୍ତମ ବିଦ୍ୟାଶ୍ରମ ବାର୍ଷିକୋତ୍ସବ, ସ୍ଥାନ: ବୌଦ୍ଧ, ସମୟ: ପୂର୍ବାହ୍ନ ୧୦ଟା (902, 966, 1091, 1023)
color-registration-dot (572, 2311, 584, 2323)
district-heading: ଖୋର୍ଦ୍ଧା (8, 1142, 92, 1176)
sign-name: ସିଂହ (1124, 850, 1208, 878)
district-heading: ରାୟଗଡ଼ା (456, 867, 546, 901)
dateline-place-day: ଭୁବନେଶ୍ୱର, ଶୁକ୍ରବାର, (207, 15, 366, 34)
event-listing: • ରାଧାକୃଷ୍ଣ ପୂଜା ଉତ୍ସବ, ସ୍ଥାନ: ତିହିଡ଼ି, ସମୟ: ପ୍ରାତଃ ୬ଟା (236, 290, 442, 327)
event-listing: • କାର୍ତ୍ତିକ ପୂର୍ଣ୍ଣିମା ଅବସରରେ ସାକ୍ଷୀଗୋପାଳ ମନ୍ଦିରରେ ବିଶେଷ ନୀତି, ସ୍ଥାନ: ସାକ୍ଷୀଗୋପାଳ, ସମୟ: ପ୍ରାତଃ ୪ଟା (8, 1040, 216, 1098)
event-listing: • ରାଧାକୃଷ୍ଣ ପୂଜା ଓ ଶୋଭାଯାତ୍ରା, ସ୍ଥାନ: କରଞ୍ଜିଆ, ସମୟ: ସକାଳ ୮ଟା (236, 770, 420, 807)
sign-prediction: ବିଭିନ୍ନ କ୍ଷେତ୍ରରେ କର୍ମକ୍ଷେତ୍ରରେ ପ୍ରତିଦ୍ୱନ୍ଦ୍ୱୀଙ୍କ ସାମ୍ନା କରିବାକୁ ପଡ଼ିବ। ବିଦେଶ ଯାତ୍ରା ଯୋଗ ରହିଛି। ବ୍ୟବସାୟରେ ଲାଭ ମିଳିବ। ଦାମ୍ପତ୍ୟ ଜୀବନ ସୁଖମୟ ହେବ। (1216, 1146, 1464, 1222)
cartoon-caption-before: ଆଗରୁ (120, 1796, 158, 1814)
color-registration-dot (1346, 2311, 1358, 2323)
sign-name: ବିଛା (1124, 1294, 1208, 1322)
event-listing: • ଶଙ୍କର ଦିବ୍ୟ ଆଶ୍ରମରେ ୧୫ତମ ବାର୍ଷିକ ଉତ୍ସବ, ସ୍ଥାନ: ଗଙ୍ଗାନଗର, ସମୟ: ପୂର୍ବାହ୍ନ ୧୦ଟା (8, 596, 200, 653)
district-heading: ଭୁବନେଶ୍ୱର (8, 152, 132, 186)
listings-column-3 (456, 150, 652, 1780)
district-heading: କନ୍ଧମାଳ (236, 1026, 336, 1060)
event-listing: • ଜିଲ୍ଲାସ୍ତରୀୟ ଜନଜାତୀୟ ଗୌରବ ଦିବସ, ସ୍ଥାନ: ପଦ୍ମପୁର, ସମୟ: ପୂର୍ବାହ୍ନ ୧୦ଟା (668, 914, 871, 972)
horoscope-title: ଆଜିର ରାଶିଫଳ (1124, 124, 1464, 170)
district-heading: ନୂଆପଡ଼ା (902, 833, 992, 867)
